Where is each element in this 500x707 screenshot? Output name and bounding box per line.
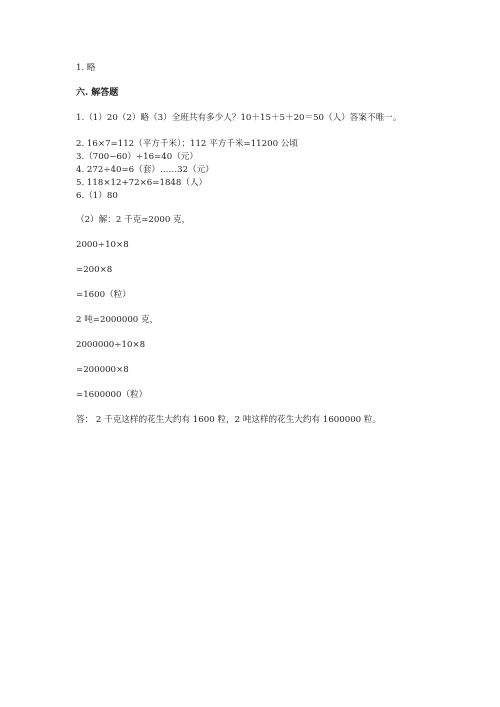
section-heading: 六. 解答题 xyxy=(76,88,119,98)
answer-item-1: 1. 略 xyxy=(76,63,96,73)
calculation-step-7: =1600000（粒） xyxy=(76,390,148,400)
answer-q6-part2-intro: （2）解：2 千克=2000 克， xyxy=(76,215,191,225)
answer-q6: 6.（1）80 xyxy=(76,191,118,201)
answer-q4: 4. 272÷40=6（套）……32（元） xyxy=(76,165,214,175)
calculation-step-2: =200×8 xyxy=(76,265,113,275)
calculation-step-4: 2 吨=2000000 克， xyxy=(76,315,159,325)
calculation-step-6: =200000×8 xyxy=(76,365,129,375)
answer-q2: 2. 16×7=112（平方千米）；112 平方千米=11200 公顷 xyxy=(76,139,298,149)
answer-q3: 3.（700−60）÷16=40（元） xyxy=(76,152,198,162)
calculation-step-1: 2000÷10×8 xyxy=(76,240,129,250)
calculation-step-5: 2000000÷10×8 xyxy=(76,340,146,350)
calculation-step-3: =1600（粒） xyxy=(76,290,131,300)
answer-q1: 1.（1）20（2）略（3）全班共有多少人？10＋15＋5＋20＝50（人）答案不唯一。 xyxy=(76,113,402,123)
final-answer: 答： 2 千克这样的花生大约有 1600 粒，2 吨这样的花生大约有 1600000 粒。 xyxy=(76,415,382,425)
answer-q5: 5. 118×12+72×6=1848（人） xyxy=(76,178,208,188)
